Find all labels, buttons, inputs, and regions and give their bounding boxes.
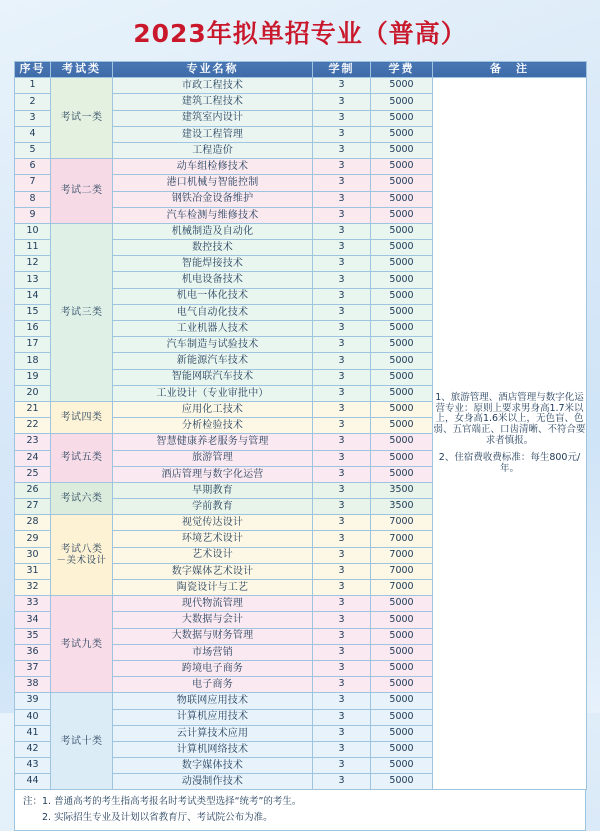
cell-duration: 3	[313, 385, 371, 401]
cell-major-name: 酒店管理与数字化运营	[113, 466, 313, 482]
table-row	[15, 78, 587, 94]
cell-major-name: 电子商务	[113, 677, 313, 693]
cell-no: 24	[15, 450, 51, 466]
cell-major-name: 数控技术	[113, 240, 313, 256]
cell-tuition: 5000	[371, 774, 433, 790]
cell-tuition: 5000	[371, 596, 433, 612]
cell-duration: 3	[313, 401, 371, 417]
cell-major-name: 云计算技术应用	[113, 725, 313, 741]
cell-tuition: 7000	[371, 515, 433, 531]
cell-duration: 3	[313, 677, 371, 693]
cell-duration: 3	[313, 580, 371, 596]
cell-tuition: 5000	[371, 693, 433, 709]
majors-table	[14, 61, 587, 790]
cell-major-name: 环境艺术设计	[113, 531, 313, 547]
cell-duration: 3	[313, 272, 371, 288]
cell-duration: 3	[313, 741, 371, 757]
cell-duration: 3	[313, 466, 371, 482]
cell-duration: 3	[313, 758, 371, 774]
cell-major-name: 计算机网络技术	[113, 741, 313, 757]
cell-duration: 3	[313, 337, 371, 353]
cell-major-name: 学前教育	[113, 499, 313, 515]
cell-duration: 3	[313, 482, 371, 498]
cell-major-name: 机电一体化技术	[113, 288, 313, 304]
cell-tuition: 5000	[371, 725, 433, 741]
cell-tuition: 5000	[371, 418, 433, 434]
cell-tuition: 5000	[371, 240, 433, 256]
cell-no: 41	[15, 725, 51, 741]
cell-no: 22	[15, 418, 51, 434]
cell-major-name: 建筑工程技术	[113, 94, 313, 110]
cell-no: 20	[15, 385, 51, 401]
cell-duration: 3	[313, 515, 371, 531]
cell-tuition: 5000	[371, 466, 433, 482]
cell-tuition: 5000	[371, 660, 433, 676]
cell-major-name: 应用化工技术	[113, 401, 313, 417]
cell-duration: 3	[313, 240, 371, 256]
cell-duration: 3	[313, 596, 371, 612]
cell-major-name: 建设工程管理	[113, 126, 313, 142]
cell-no: 31	[15, 563, 51, 579]
cell-tuition: 5000	[371, 353, 433, 369]
cell-category: 考试六类	[51, 482, 113, 514]
cell-no: 9	[15, 207, 51, 223]
cell-duration: 3	[313, 660, 371, 676]
cell-no: 27	[15, 499, 51, 515]
column-header-remark: 备 注	[433, 62, 587, 78]
cell-tuition: 3500	[371, 499, 433, 515]
cell-duration: 3	[313, 547, 371, 563]
cell-no: 7	[15, 175, 51, 191]
cell-major-name: 市政工程技术	[113, 78, 313, 94]
cell-no: 29	[15, 531, 51, 547]
page-title: 2023年拟单招专业（普高）	[133, 19, 467, 48]
cell-no: 11	[15, 240, 51, 256]
cell-tuition: 5000	[371, 741, 433, 757]
remark-paragraph: 2、住宿费收费标准：每生800元/年。	[438, 452, 581, 475]
cell-no: 44	[15, 774, 51, 790]
cell-no: 18	[15, 353, 51, 369]
cell-major-name: 市场营销	[113, 644, 313, 660]
cell-no: 5	[15, 142, 51, 158]
cell-tuition: 5000	[371, 337, 433, 353]
cell-category: 考试十类	[51, 693, 113, 790]
cell-no: 35	[15, 628, 51, 644]
cell-duration: 3	[313, 304, 371, 320]
cell-duration: 3	[313, 369, 371, 385]
column-header-tuition: 学费	[371, 62, 433, 78]
cell-tuition: 5000	[371, 612, 433, 628]
column-header-major: 专业名称	[113, 62, 313, 78]
column-header-no: 序号	[15, 62, 51, 78]
cell-no: 40	[15, 709, 51, 725]
cell-tuition: 5000	[371, 159, 433, 175]
cell-no: 36	[15, 644, 51, 660]
cell-tuition: 5000	[371, 126, 433, 142]
cell-tuition: 5000	[371, 304, 433, 320]
cell-no: 10	[15, 223, 51, 239]
cell-major-name: 现代物流管理	[113, 596, 313, 612]
cell-no: 13	[15, 272, 51, 288]
cell-major-name: 旅游管理	[113, 450, 313, 466]
cell-duration: 3	[313, 142, 371, 158]
cell-tuition: 5000	[371, 272, 433, 288]
cell-major-name: 计算机应用技术	[113, 709, 313, 725]
cell-major-name: 港口机械与智能控制	[113, 175, 313, 191]
cell-duration: 3	[313, 693, 371, 709]
cell-no: 16	[15, 321, 51, 337]
cell-duration: 3	[313, 725, 371, 741]
cell-duration: 3	[313, 159, 371, 175]
cell-tuition: 5000	[371, 175, 433, 191]
cell-no: 1	[15, 78, 51, 94]
cell-no: 15	[15, 304, 51, 320]
cell-no: 30	[15, 547, 51, 563]
cell-no: 38	[15, 677, 51, 693]
cell-duration: 3	[313, 418, 371, 434]
cell-no: 28	[15, 515, 51, 531]
cell-duration: 3	[313, 644, 371, 660]
cell-duration: 3	[313, 499, 371, 515]
cell-major-name: 跨境电子商务	[113, 660, 313, 676]
cell-duration: 3	[313, 288, 371, 304]
cell-major-name: 智能网联汽车技术	[113, 369, 313, 385]
cell-duration: 3	[313, 434, 371, 450]
cell-tuition: 5000	[371, 644, 433, 660]
table-header-row	[15, 62, 587, 78]
cell-major-name: 陶瓷设计与工艺	[113, 580, 313, 596]
cell-duration: 3	[313, 175, 371, 191]
cell-major-name: 钢铁冶金设备维护	[113, 191, 313, 207]
cell-duration: 3	[313, 531, 371, 547]
cell-tuition: 5000	[371, 758, 433, 774]
cell-duration: 3	[313, 321, 371, 337]
cell-duration: 3	[313, 628, 371, 644]
cell-tuition: 5000	[371, 110, 433, 126]
cell-no: 12	[15, 256, 51, 272]
cell-major-name: 电气自动化技术	[113, 304, 313, 320]
cell-no: 21	[15, 401, 51, 417]
cell-no: 19	[15, 369, 51, 385]
footer-note-1: 注：1. 普通高考的考生指高考报名时考试类型选择“统考”的考生。	[23, 796, 302, 808]
cell-no: 3	[15, 110, 51, 126]
table-head	[15, 62, 587, 78]
cell-tuition: 7000	[371, 580, 433, 596]
cell-major-name: 工程造价	[113, 142, 313, 158]
cell-tuition: 5000	[371, 207, 433, 223]
cell-major-name: 大数据与财务管理	[113, 628, 313, 644]
cell-major-name: 汽车检测与维修技术	[113, 207, 313, 223]
cell-tuition: 7000	[371, 563, 433, 579]
cell-duration: 3	[313, 126, 371, 142]
cell-duration: 3	[313, 110, 371, 126]
cell-no: 23	[15, 434, 51, 450]
cell-major-name: 艺术设计	[113, 547, 313, 563]
cell-major-name: 智能焊接技术	[113, 256, 313, 272]
cell-no: 26	[15, 482, 51, 498]
cell-tuition: 5000	[371, 385, 433, 401]
cell-category: 考试二类	[51, 159, 113, 224]
cell-duration: 3	[313, 78, 371, 94]
cell-no: 8	[15, 191, 51, 207]
cell-no: 25	[15, 466, 51, 482]
cell-duration: 3	[313, 774, 371, 790]
cell-category: 考试三类	[51, 223, 113, 401]
cell-major-name: 机电设备技术	[113, 272, 313, 288]
cell-major-name: 大数据与会计	[113, 612, 313, 628]
cell-no: 34	[15, 612, 51, 628]
cell-category: 考试四类	[51, 401, 113, 433]
cell-no: 37	[15, 660, 51, 676]
cell-major-name: 智慧健康养老服务与管理	[113, 434, 313, 450]
cell-tuition: 5000	[371, 450, 433, 466]
cell-major-name: 汽车制造与试验技术	[113, 337, 313, 353]
cell-tuition: 5000	[371, 223, 433, 239]
cell-no: 39	[15, 693, 51, 709]
cell-major-name: 动漫制作技术	[113, 774, 313, 790]
cell-duration: 3	[313, 612, 371, 628]
cell-tuition: 5000	[371, 78, 433, 94]
cell-no: 43	[15, 758, 51, 774]
cell-no: 42	[15, 741, 51, 757]
cell-major-name: 动车组检修技术	[113, 159, 313, 175]
cell-tuition: 5000	[371, 401, 433, 417]
cell-no: 17	[15, 337, 51, 353]
cell-duration: 3	[313, 191, 371, 207]
cell-major-name: 分析检验技术	[113, 418, 313, 434]
cell-no: 33	[15, 596, 51, 612]
cell-major-name: 工业设计（专业审批中）	[113, 385, 313, 401]
cell-tuition: 5000	[371, 628, 433, 644]
cell-duration: 3	[313, 256, 371, 272]
cell-tuition: 5000	[371, 256, 433, 272]
column-header-category: 考试类	[51, 62, 113, 78]
footer-notes	[14, 790, 586, 830]
cell-tuition: 5000	[371, 434, 433, 450]
cell-no: 6	[15, 159, 51, 175]
cell-major-name: 工业机器人技术	[113, 321, 313, 337]
cell-category-sub: －美术设计	[56, 554, 107, 566]
cell-duration: 3	[313, 563, 371, 579]
cell-tuition: 5000	[371, 94, 433, 110]
table-body	[15, 78, 587, 790]
cell-tuition: 5000	[371, 321, 433, 337]
cell-tuition: 7000	[371, 531, 433, 547]
cell-tuition: 5000	[371, 709, 433, 725]
cell-duration: 3	[313, 353, 371, 369]
cell-category: 考试一类	[51, 78, 113, 159]
cell-tuition: 5000	[371, 142, 433, 158]
cell-category: 考试八类 －美术设计	[51, 515, 113, 596]
cell-tuition: 5000	[371, 191, 433, 207]
cell-major-name: 物联网应用技术	[113, 693, 313, 709]
cell-no: 4	[15, 126, 51, 142]
cell-tuition: 5000	[371, 288, 433, 304]
cell-major-name: 机械制造及自动化	[113, 223, 313, 239]
cell-major-name: 视觉传达设计	[113, 515, 313, 531]
cell-tuition: 7000	[371, 547, 433, 563]
cell-major-name: 建筑室内设计	[113, 110, 313, 126]
cell-duration: 3	[313, 207, 371, 223]
cell-duration: 3	[313, 94, 371, 110]
cell-tuition: 5000	[371, 369, 433, 385]
cell-major-name: 数字媒体艺术设计	[113, 563, 313, 579]
cell-duration: 3	[313, 223, 371, 239]
cell-tuition: 3500	[371, 482, 433, 498]
cell-no: 32	[15, 580, 51, 596]
cell-category: 考试九类	[51, 596, 113, 693]
cell-remark	[433, 78, 587, 790]
cell-tuition: 5000	[371, 677, 433, 693]
footer-note-2: 2. 实际招生专业及计划以省教育厅、考试院公布为准。	[23, 811, 273, 823]
remark-paragraph: 1、旅游管理、酒店管理与数字化运营专业：原则上要求男身高1.7米以上，女身高1.6米以上，无色盲、色弱、五官端正、口齿清晰、不符合要求者慎报。	[433, 391, 586, 447]
cell-duration: 3	[313, 709, 371, 725]
cell-category: 考试五类	[51, 434, 113, 483]
cell-major-name: 早期教育	[113, 482, 313, 498]
cell-major-name: 数字媒体技术	[113, 758, 313, 774]
cell-major-name: 新能源汽车技术	[113, 353, 313, 369]
column-header-duration: 学制	[313, 62, 371, 78]
cell-no: 14	[15, 288, 51, 304]
cell-no: 2	[15, 94, 51, 110]
cell-duration: 3	[313, 450, 371, 466]
